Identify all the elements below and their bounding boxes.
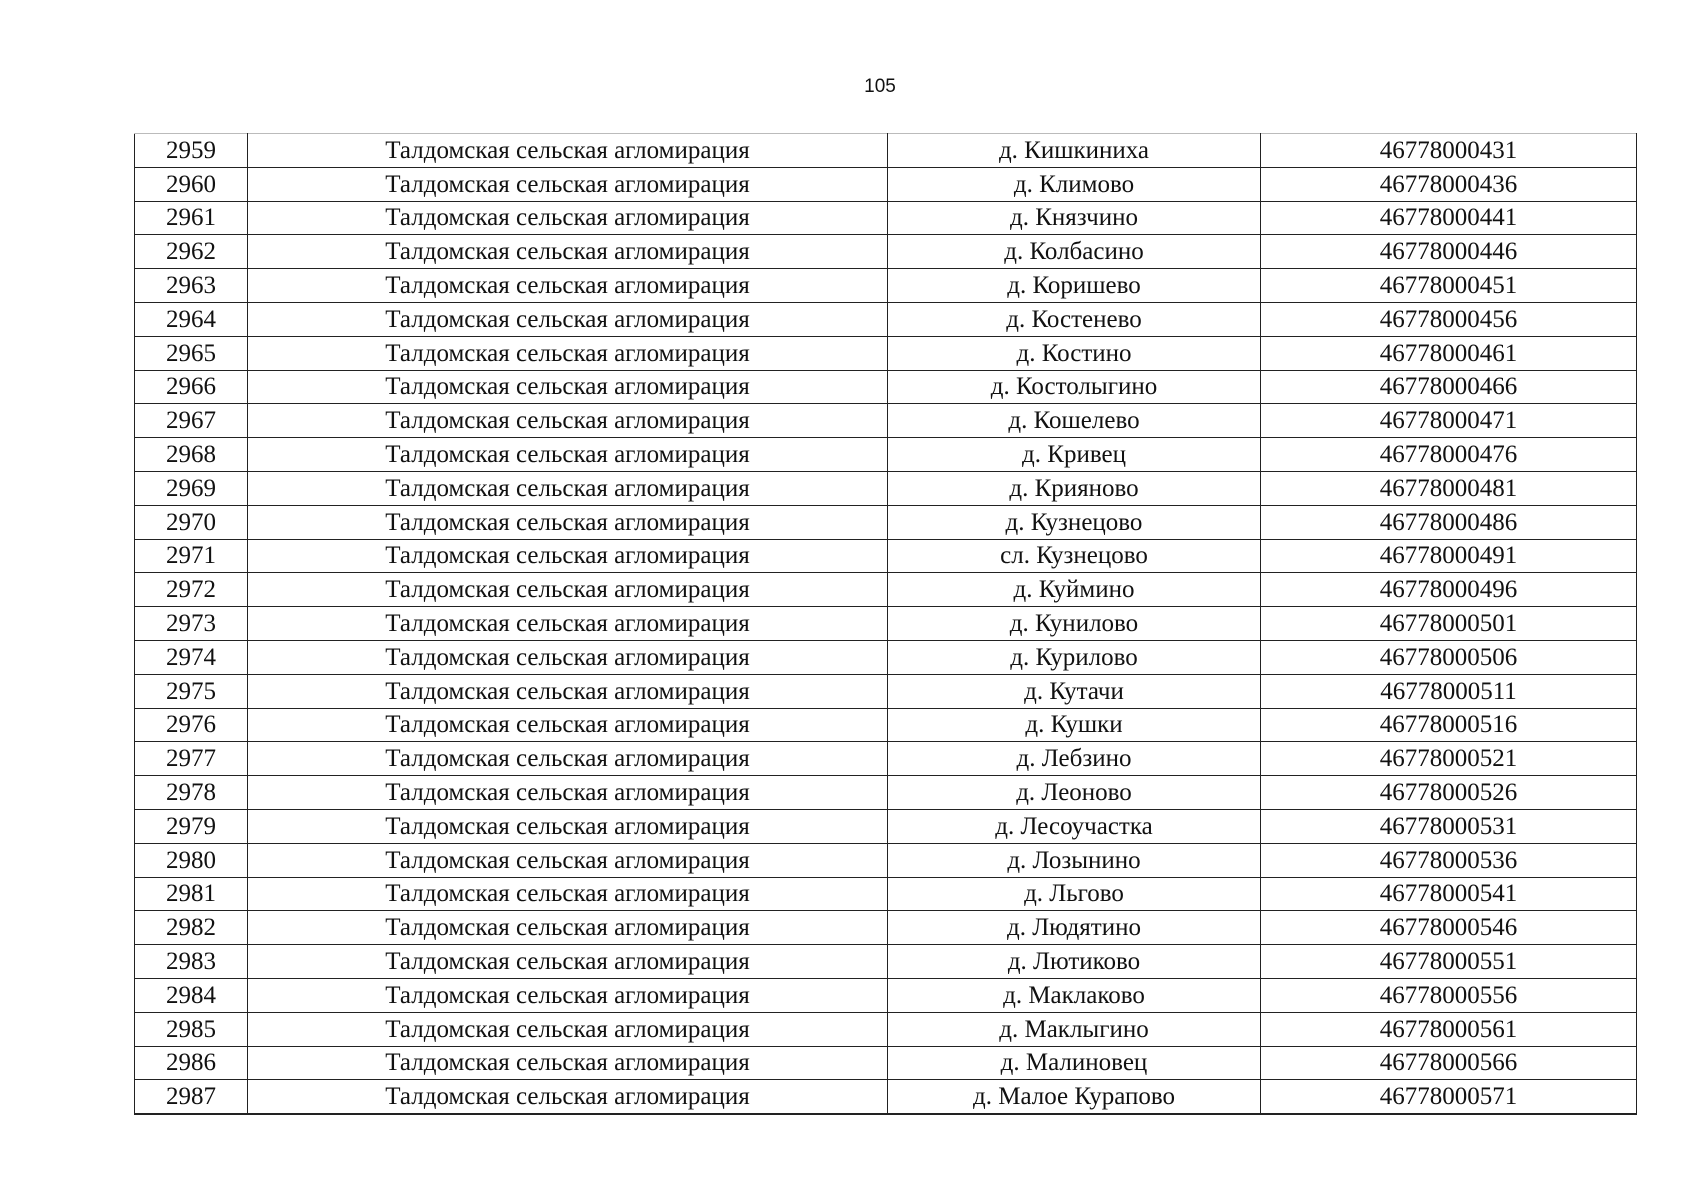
oktmo-code-cell: 46778000476 (1261, 438, 1637, 472)
oktmo-code-cell: 46778000441 (1261, 201, 1637, 235)
row-number-cell: 2978 (135, 776, 248, 810)
oktmo-code-cell: 46778000496 (1261, 573, 1637, 607)
agglomeration-cell: Талдомская сельская агломирация (248, 674, 888, 708)
settlement-cell: д. Малиновец (888, 1046, 1261, 1080)
row-number-cell: 2985 (135, 1012, 248, 1046)
oktmo-code-cell: 46778000536 (1261, 843, 1637, 877)
table-row (135, 404, 1637, 438)
settlement-cell: д. Маклыгино (888, 1012, 1261, 1046)
settlement-cell: д. Лютиково (888, 945, 1261, 979)
settlement-cell: д. Курилово (888, 640, 1261, 674)
row-number-cell: 2967 (135, 404, 248, 438)
table-row (135, 809, 1637, 843)
table-row (135, 167, 1637, 201)
oktmo-code-cell: 46778000546 (1261, 911, 1637, 945)
settlement-cell: д. Костолыгино (888, 370, 1261, 404)
settlement-cell: д. Куймино (888, 573, 1261, 607)
settlement-cell: сл. Кузнецово (888, 539, 1261, 573)
settlements-table (134, 133, 1637, 1115)
row-number-cell: 2975 (135, 674, 248, 708)
agglomeration-cell: Талдомская сельская агломирация (248, 708, 888, 742)
table-row (135, 573, 1637, 607)
table-row (135, 945, 1637, 979)
oktmo-code-cell: 46778000566 (1261, 1046, 1637, 1080)
agglomeration-cell: Талдомская сельская агломирация (248, 539, 888, 573)
agglomeration-cell: Талдомская сельская агломирация (248, 573, 888, 607)
row-number-cell: 2977 (135, 742, 248, 776)
settlement-cell: д. Маклаково (888, 978, 1261, 1012)
agglomeration-cell: Талдомская сельская агломирация (248, 978, 888, 1012)
oktmo-code-cell: 46778000486 (1261, 505, 1637, 539)
row-number-cell: 2963 (135, 269, 248, 303)
settlement-cell: д. Князчино (888, 201, 1261, 235)
table-row (135, 505, 1637, 539)
page-number: 105 (864, 76, 896, 97)
settlement-cell: д. Кузнецово (888, 505, 1261, 539)
table-row (135, 370, 1637, 404)
row-number-cell: 2976 (135, 708, 248, 742)
row-number-cell: 2973 (135, 607, 248, 641)
table-row (135, 911, 1637, 945)
oktmo-code-cell: 46778000511 (1261, 674, 1637, 708)
settlement-cell: д. Малое Курапово (888, 1080, 1261, 1114)
agglomeration-cell: Талдомская сельская агломирация (248, 607, 888, 641)
oktmo-code-cell: 46778000531 (1261, 809, 1637, 843)
agglomeration-cell: Талдомская сельская агломирация (248, 945, 888, 979)
settlement-cell: д. Леоново (888, 776, 1261, 810)
agglomeration-cell: Талдомская сельская агломирация (248, 370, 888, 404)
agglomeration-cell: Талдомская сельская агломирация (248, 1012, 888, 1046)
settlement-cell: д. Людятино (888, 911, 1261, 945)
oktmo-code-cell: 46778000446 (1261, 235, 1637, 269)
agglomeration-cell: Талдомская сельская агломирация (248, 404, 888, 438)
row-number-cell: 2974 (135, 640, 248, 674)
table-row (135, 1080, 1637, 1114)
row-number-cell: 2964 (135, 302, 248, 336)
settlement-cell: д. Кунилово (888, 607, 1261, 641)
agglomeration-cell: Талдомская сельская агломирация (248, 201, 888, 235)
settlement-cell: д. Коришево (888, 269, 1261, 303)
row-number-cell: 2970 (135, 505, 248, 539)
table-row (135, 269, 1637, 303)
agglomeration-cell: Талдомская сельская агломирация (248, 640, 888, 674)
row-number-cell: 2979 (135, 809, 248, 843)
settlement-cell: д. Колбасино (888, 235, 1261, 269)
settlement-cell: д. Крияново (888, 471, 1261, 505)
table-row (135, 336, 1637, 370)
oktmo-code-cell: 46778000561 (1261, 1012, 1637, 1046)
settlement-cell: д. Лозынино (888, 843, 1261, 877)
settlement-cell: д. Кривец (888, 438, 1261, 472)
row-number-cell: 2962 (135, 235, 248, 269)
oktmo-code-cell: 46778000491 (1261, 539, 1637, 573)
oktmo-code-cell: 46778000501 (1261, 607, 1637, 641)
agglomeration-cell: Талдомская сельская агломирация (248, 302, 888, 336)
table-row (135, 640, 1637, 674)
agglomeration-cell: Талдомская сельская агломирация (248, 1046, 888, 1080)
agglomeration-cell: Талдомская сельская агломирация (248, 167, 888, 201)
settlement-cell: д. Кишкиниха (888, 134, 1261, 168)
oktmo-code-cell: 46778000431 (1261, 134, 1637, 168)
oktmo-code-cell: 46778000481 (1261, 471, 1637, 505)
table-row (135, 674, 1637, 708)
row-number-cell: 2969 (135, 471, 248, 505)
agglomeration-cell: Талдомская сельская агломирация (248, 776, 888, 810)
table-row (135, 201, 1637, 235)
table-row (135, 539, 1637, 573)
agglomeration-cell: Талдомская сельская агломирация (248, 471, 888, 505)
row-number-cell: 2972 (135, 573, 248, 607)
agglomeration-cell: Талдомская сельская агломирация (248, 809, 888, 843)
table-row (135, 134, 1637, 168)
oktmo-code-cell: 46778000571 (1261, 1080, 1637, 1114)
settlement-cell: д. Кутачи (888, 674, 1261, 708)
agglomeration-cell: Талдомская сельская агломирация (248, 438, 888, 472)
agglomeration-cell: Талдомская сельская агломирация (248, 269, 888, 303)
oktmo-code-cell: 46778000471 (1261, 404, 1637, 438)
row-number-cell: 2986 (135, 1046, 248, 1080)
settlement-cell: д. Кушки (888, 708, 1261, 742)
settlement-cell: д. Костенево (888, 302, 1261, 336)
settlement-cell: д. Лебзино (888, 742, 1261, 776)
agglomeration-cell: Талдомская сельская агломирация (248, 877, 888, 911)
row-number-cell: 2960 (135, 167, 248, 201)
row-number-cell: 2987 (135, 1080, 248, 1114)
table-row (135, 235, 1637, 269)
row-number-cell: 2983 (135, 945, 248, 979)
table-row (135, 742, 1637, 776)
agglomeration-cell: Талдомская сельская агломирация (248, 843, 888, 877)
row-number-cell: 2966 (135, 370, 248, 404)
row-number-cell: 2980 (135, 843, 248, 877)
agglomeration-cell: Талдомская сельская агломирация (248, 742, 888, 776)
table-row (135, 1012, 1637, 1046)
settlement-cell: д. Кошелево (888, 404, 1261, 438)
table-row (135, 607, 1637, 641)
oktmo-code-cell: 46778000436 (1261, 167, 1637, 201)
table-row (135, 776, 1637, 810)
oktmo-code-cell: 46778000541 (1261, 877, 1637, 911)
oktmo-code-cell: 46778000521 (1261, 742, 1637, 776)
row-number-cell: 2981 (135, 877, 248, 911)
oktmo-code-cell: 46778000506 (1261, 640, 1637, 674)
oktmo-code-cell: 46778000556 (1261, 978, 1637, 1012)
row-number-cell: 2982 (135, 911, 248, 945)
row-number-cell: 2961 (135, 201, 248, 235)
row-number-cell: 2959 (135, 134, 248, 168)
table-row (135, 708, 1637, 742)
table-body (135, 134, 1637, 1115)
agglomeration-cell: Талдомская сельская агломирация (248, 505, 888, 539)
table-row (135, 302, 1637, 336)
row-number-cell: 2965 (135, 336, 248, 370)
row-number-cell: 2984 (135, 978, 248, 1012)
oktmo-code-cell: 46778000516 (1261, 708, 1637, 742)
oktmo-code-cell: 46778000456 (1261, 302, 1637, 336)
agglomeration-cell: Талдомская сельская агломирация (248, 911, 888, 945)
agglomeration-cell: Талдомская сельская агломирация (248, 235, 888, 269)
agglomeration-cell: Талдомская сельская агломирация (248, 1080, 888, 1114)
table-row (135, 843, 1637, 877)
table-row (135, 471, 1637, 505)
settlement-cell: д. Лесоучастка (888, 809, 1261, 843)
oktmo-code-cell: 46778000461 (1261, 336, 1637, 370)
settlement-cell: д. Льгово (888, 877, 1261, 911)
settlement-cell: д. Костино (888, 336, 1261, 370)
settlement-cell: д. Климово (888, 167, 1261, 201)
oktmo-code-cell: 46778000551 (1261, 945, 1637, 979)
row-number-cell: 2968 (135, 438, 248, 472)
table-row (135, 877, 1637, 911)
oktmo-code-cell: 46778000451 (1261, 269, 1637, 303)
table-row (135, 978, 1637, 1012)
table-row (135, 438, 1637, 472)
row-number-cell: 2971 (135, 539, 248, 573)
table-row (135, 1046, 1637, 1080)
agglomeration-cell: Талдомская сельская агломирация (248, 134, 888, 168)
oktmo-code-cell: 46778000466 (1261, 370, 1637, 404)
agglomeration-cell: Талдомская сельская агломирация (248, 336, 888, 370)
oktmo-code-cell: 46778000526 (1261, 776, 1637, 810)
